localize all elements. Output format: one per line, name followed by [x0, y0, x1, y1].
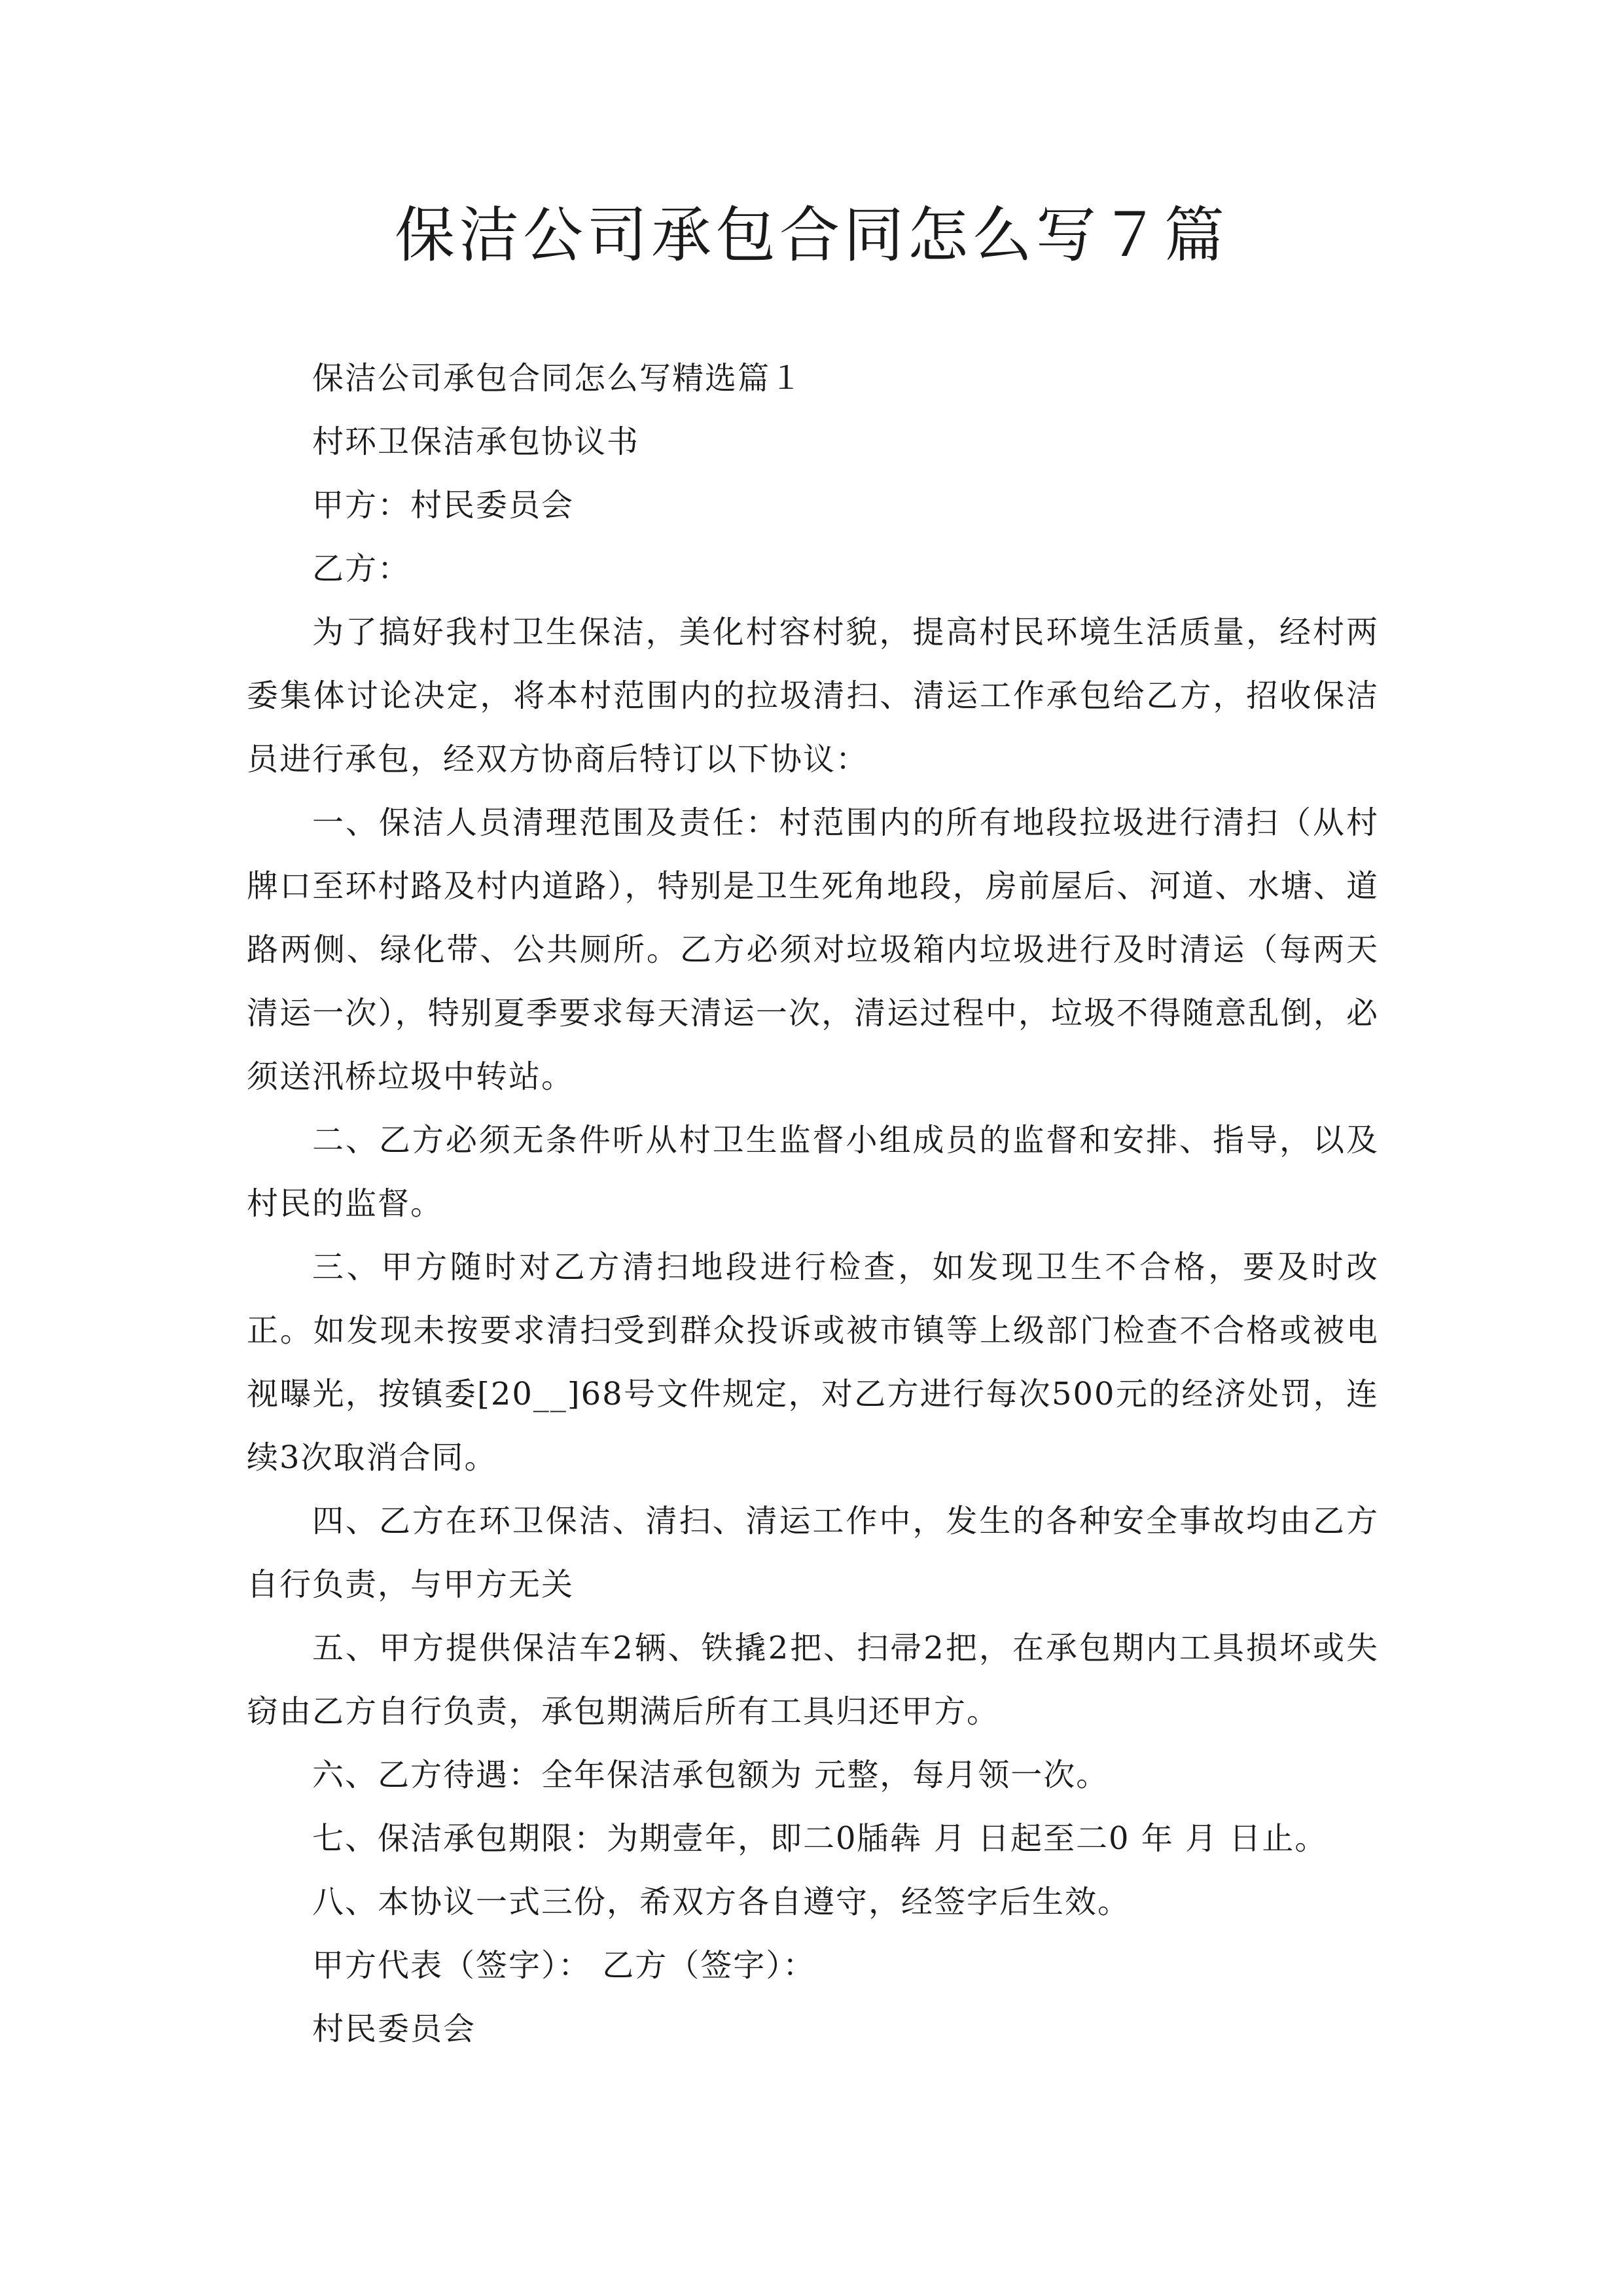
- signature-line: 甲方代表（签字）： 乙方（签字）：: [312, 1947, 816, 1984]
- clause-4: 四、乙方在环卫保洁、清扫、清运工作中，发生的各种安全事故均由乙方自行负责，与甲方无关: [247, 1503, 1379, 1603]
- clause-1: 一、保洁人员清理范围及责任：村范围内的所有地段拉圾进行清扫（从村牌口至环村路及村内道路），特别是卫生死角地段，房前屋后、河道、水塘、道路两侧、绿化带、公共厕所。乙方必须对垃圾箱内垃圾进行及时清运（每两天清运一次），特别夏季要求每天清运一次，清运过程中，垃圾不得随意乱倒，必须送汛桥垃圾中转站。: [247, 804, 1379, 1095]
- clause-6: 六、乙方待遇：全年保洁承包额为 元整，每月领一次。: [312, 1757, 1109, 1793]
- clause-3: 三、甲方随时对乙方清扫地段进行检查，如发现卫生不合格，要及时改正。如发现未按要求清扫受到群众投诉或被市镇等上级部门检查不合格或被电视曝光，按镇委[20__]68号文件规定，对乙方进行每次500元的经济处罚，连续3次取消合同。: [247, 1249, 1379, 1476]
- section-heading: 保洁公司承包合同怎么写精选篇１: [312, 360, 804, 397]
- clause-8: 八、本协议一式三份，希双方各自遵守，经签字后生效。: [312, 1884, 1131, 1920]
- signature-org: 村民委员会: [312, 2011, 476, 2047]
- preamble-paragraph: 为了搞好我村卫生保洁，美化村容村貌，提高村民环境生活质量，经村两委集体讨论决定，将本村范围内的拉圾清扫、清运工作承包给乙方，招收保洁员进行承包，经双方协商后特订以下协议：: [247, 614, 1379, 778]
- agreement-title: 村环卫保洁承包协议书: [312, 423, 640, 460]
- clause-7: 七、保洁承包期限：为期壹年，即二0牐犇 月 日起至二0 年 月 日止。: [312, 1820, 1328, 1857]
- clause-2: 二、乙方必须无条件听从村卫生监督小组成员的监督和安排、指导，以及村民的监督。: [247, 1122, 1379, 1222]
- party-a: 甲方：村民委员会: [312, 487, 575, 524]
- party-b: 乙方：: [312, 550, 411, 587]
- clause-5: 五、甲方提供保洁车2辆、铁撬2把、扫帚2把，在承包期内工具损坏或失窃由乙方自行负责，承包期满后所有工具归还甲方。: [247, 1630, 1379, 1730]
- document-title: 保洁公司承包合同怎么写７篇: [394, 200, 1228, 270]
- document-body: [247, 347, 1379, 2061]
